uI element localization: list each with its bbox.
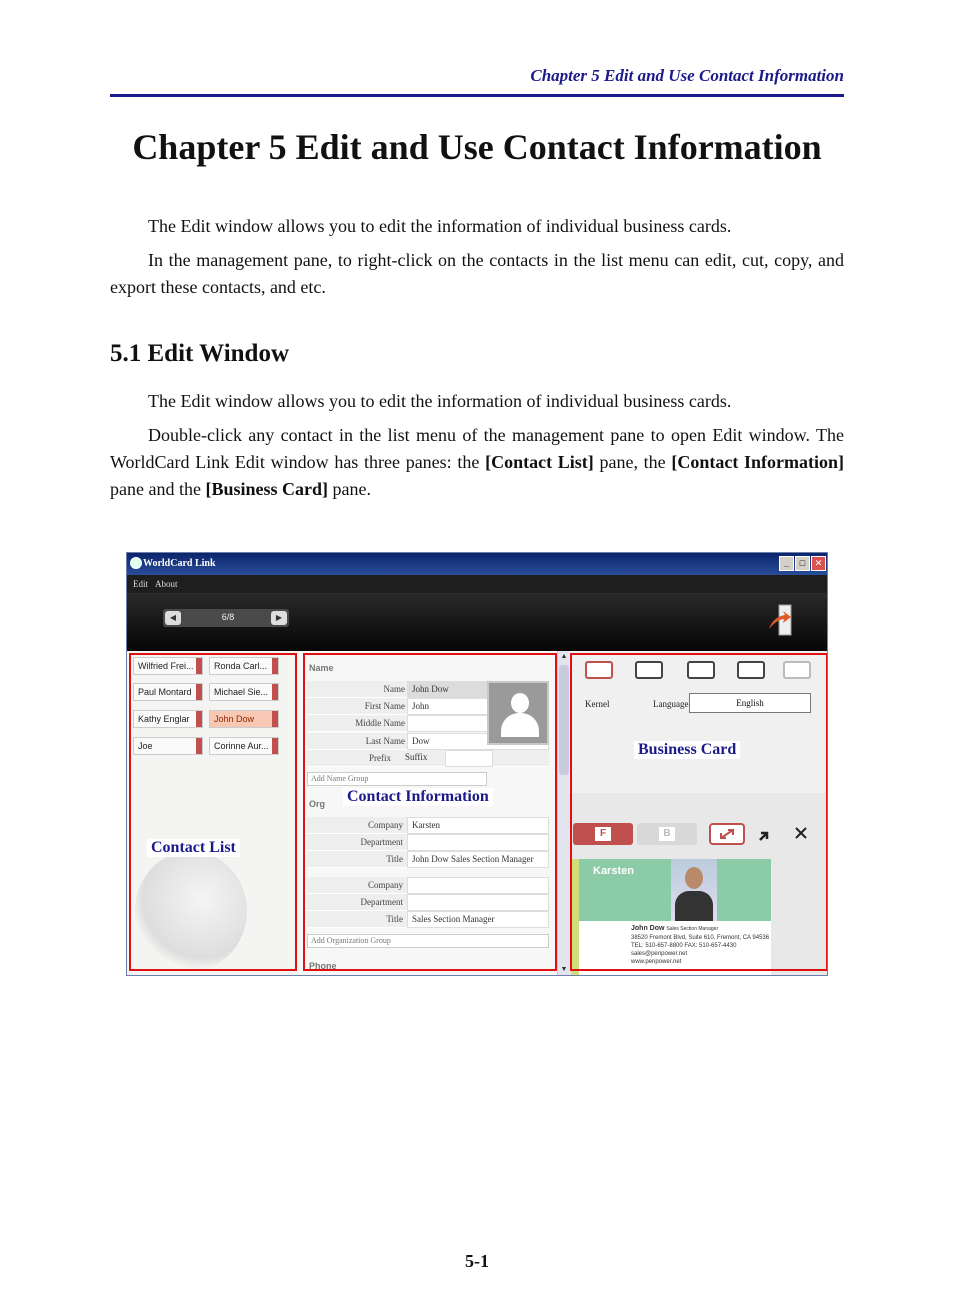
exit-door-icon[interactable]	[767, 603, 795, 637]
card-line: www.penpower.net	[631, 959, 682, 965]
record-count: 6/8	[221, 612, 235, 622]
chapter-title: Chapter 5 Edit and Use Contact Information	[132, 127, 822, 167]
prev-record-icon[interactable]: ◀	[165, 611, 181, 625]
contact-item[interactable]: Kathy Englar	[133, 710, 203, 728]
scroll-thumb[interactable]	[559, 665, 569, 775]
phone-group-label: Phone	[309, 961, 337, 971]
minimize-icon[interactable]: _	[779, 556, 794, 571]
field-department-2: Department	[307, 894, 547, 911]
field-department: Department	[307, 834, 547, 851]
section-paragraph-1	[110, 388, 844, 415]
section-heading: 5.1 Edit Window	[110, 340, 290, 367]
section-p2-a: Double-click any contact in the list menu of the management pane to open Edit window. The WorldCard Link Edit window has three panes: the	[110, 425, 844, 472]
add-organization-group-button[interactable]: Add Organization Group	[307, 934, 549, 948]
field-title: Title John Dow Sales Section Manager	[307, 851, 547, 868]
language-label: Language	[653, 699, 689, 709]
contact-item[interactable]: Ronda Carl...	[209, 657, 279, 675]
title-input-2[interactable]: Sales Section Manager	[407, 911, 549, 928]
running-header: Chapter 5 Edit and Use Contact Information	[530, 66, 844, 85]
add-name-group-button[interactable]: Add Name Group	[307, 772, 487, 786]
language-select[interactable]: English	[689, 693, 811, 713]
section-paragraph-2	[110, 422, 844, 503]
intro-paragraph-1	[110, 213, 844, 240]
scroll-up-icon[interactable]: ▲	[560, 653, 568, 660]
field-last-name: Last Name Dow	[307, 733, 549, 750]
contact-list-callout: Contact List	[147, 839, 240, 857]
field-middle-name: Middle Name	[307, 715, 549, 732]
header-rule	[110, 94, 844, 97]
card-line: TEL: 510-657-8800 FAX: 510-657-4430	[631, 943, 737, 949]
next-record-icon[interactable]: ▶	[271, 611, 287, 625]
card-person-name: John Dow	[631, 925, 665, 932]
contact-item[interactable]: Corinne Aur...	[209, 737, 279, 755]
suffix-label: Suffix	[405, 752, 428, 762]
page-number: 5-1	[465, 1251, 489, 1271]
first-name-input[interactable]: John	[407, 698, 549, 715]
record-navigator	[163, 609, 289, 627]
contact-item[interactable]: Michael Sie...	[209, 683, 279, 701]
section-p2-c: pane, the	[593, 452, 672, 472]
window-title: WorldCard Link	[143, 558, 216, 569]
section-p1-text: The Edit window allows you to edit the information of individual business cards.	[148, 391, 732, 411]
term-contact-list: [Contact List]	[485, 452, 594, 472]
front-side-button[interactable]: F	[573, 823, 633, 845]
card-company-name: Karsten	[593, 865, 634, 877]
maximize-icon[interactable]: □	[795, 556, 810, 571]
menubar	[127, 575, 827, 593]
field-first-name: First Name John	[307, 698, 549, 715]
toolbar	[127, 593, 827, 651]
scroll-down-icon[interactable]: ▼	[560, 966, 568, 973]
business-card-callout: Business Card	[634, 741, 740, 759]
field-title-2: Title Sales Section Manager	[307, 911, 547, 928]
title-input[interactable]: John Dow Sales Section Manager	[407, 851, 549, 868]
business-card-highlight	[570, 653, 828, 971]
field-name: Name John Dow	[307, 681, 549, 698]
term-business-card: [Business Card]	[205, 479, 328, 499]
term-contact-information: [Contact Information]	[671, 452, 845, 472]
section-p2-e: pane and the	[110, 479, 206, 499]
name-input[interactable]: John Dow	[407, 681, 549, 698]
field-company-2: Company	[307, 877, 547, 894]
section-p2-g: pane.	[328, 479, 371, 499]
contact-information-callout: Contact Information	[343, 788, 493, 806]
intro-paragraph-2	[110, 247, 844, 301]
close-icon[interactable]: ✕	[811, 556, 826, 571]
contact-item[interactable]: Wilfried Frei...	[133, 657, 203, 675]
app-icon	[130, 557, 142, 569]
card-person-title: Sales Section Manager	[666, 926, 719, 932]
contact-item[interactable]: Paul Montard	[133, 683, 203, 701]
field-prefix: Prefix Suffix	[307, 750, 549, 767]
menu-about[interactable]: About	[155, 579, 178, 589]
contact-information-highlight	[303, 653, 557, 971]
info-scrollbar[interactable]	[557, 651, 569, 976]
edit-window-screenshot	[126, 552, 828, 976]
contact-item-selected[interactable]: John Dow	[209, 710, 279, 728]
intro-p1-text: The Edit window allows you to edit the information of individual business cards.	[148, 216, 732, 236]
kernel-label: Kernel	[585, 699, 610, 709]
field-company: Company Karsten	[307, 817, 547, 834]
intro-p2-text: In the management pane, to right-click on the contacts in the list menu can edit, cut, copy, and export these contacts, and etc.	[110, 250, 844, 297]
card-line: 38520 Fremont Blvd, Suite 610, Fremont, CA 94536	[631, 935, 770, 941]
last-name-input[interactable]: Dow	[407, 733, 549, 750]
window-titlebar	[127, 553, 827, 575]
card-line: sales@penpower.net	[631, 951, 688, 957]
contact-list-highlight	[129, 653, 297, 971]
menu-edit[interactable]: Edit	[133, 579, 148, 589]
org-group-label: Org	[309, 799, 326, 809]
name-group-label: Name	[309, 663, 334, 673]
back-side-button[interactable]: B	[637, 823, 697, 845]
contact-item[interactable]: Joe	[133, 737, 203, 755]
company-input[interactable]: Karsten	[407, 817, 549, 834]
